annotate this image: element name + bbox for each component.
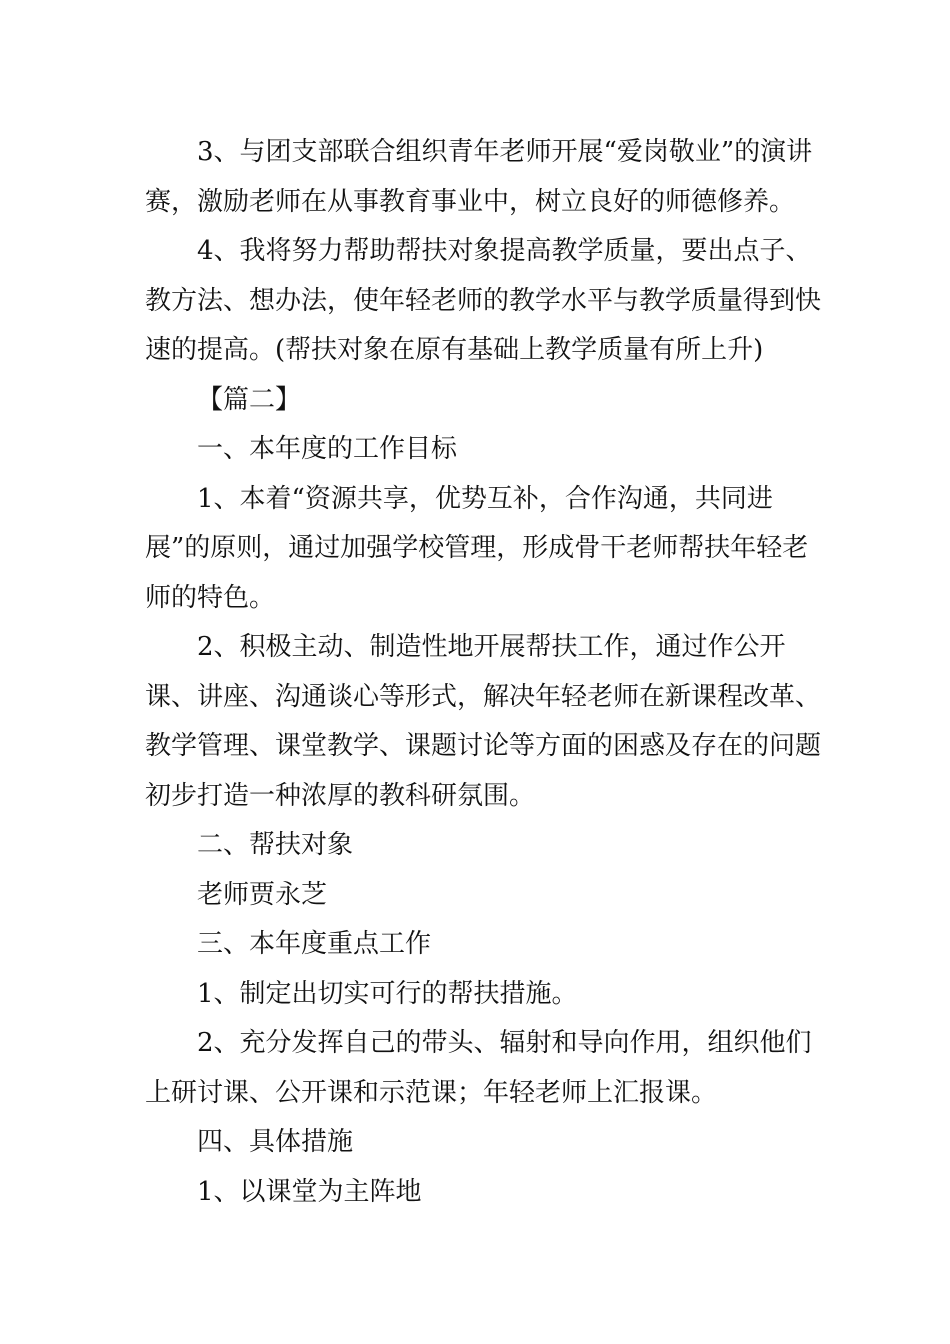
heading-annual-goals: 一、本年度的工作目标	[197, 434, 458, 464]
heading-assistance-target: 二、帮扶对象	[197, 830, 354, 860]
paragraph-target-name: 老师贾永芝	[197, 879, 328, 910]
paragraph-key-work-2: 2、充分发挥自己的带头、辐射和导向作用，组织他们上研讨课、公开课和示范课；年轻老师上汇报课。	[145, 1028, 812, 1108]
document-body	[145, 128, 825, 1217]
paragraph-measure-1: 1、以课堂为主阵地	[197, 1176, 422, 1207]
section-title-part-two: 【篇二】	[197, 384, 302, 415]
paragraph-key-work-1: 1、制定出切实可行的帮扶措施。	[197, 978, 578, 1009]
heading-key-work: 三、本年度重点工作	[197, 929, 432, 959]
paragraph-activity-3: 3、与团支部联合组织青年老师开展“爱岗敬业”的演讲赛，激励老师在从事教育事业中，树立良好的师德修养。	[145, 137, 813, 217]
paragraph-activity-4: 4、我将努力帮助帮扶对象提高教学质量，要出点子、教方法、想办法，使年轻老师的教学水平与教学质量得到快速的提高。(帮扶对象在原有基础上教学质量有所上升)	[145, 236, 822, 365]
heading-specific-measures: 四、具体措施	[197, 1127, 354, 1157]
paragraph-goal-2: 2、积极主动、制造性地开展帮扶工作，通过作公开课、讲座、沟通谈心等形式，解决年轻老师在新课程改革、教学管理、课堂教学、课题讨论等方面的困惑及存在的问题初步打造一种浓厚的教科研氛围。	[145, 632, 822, 811]
paragraph-goal-1: 1、本着“资源共享，优势互补，合作沟通，共同进展”的原则，通过加强学校管理，形成骨干老师帮扶年轻老师的特色。	[145, 483, 809, 613]
